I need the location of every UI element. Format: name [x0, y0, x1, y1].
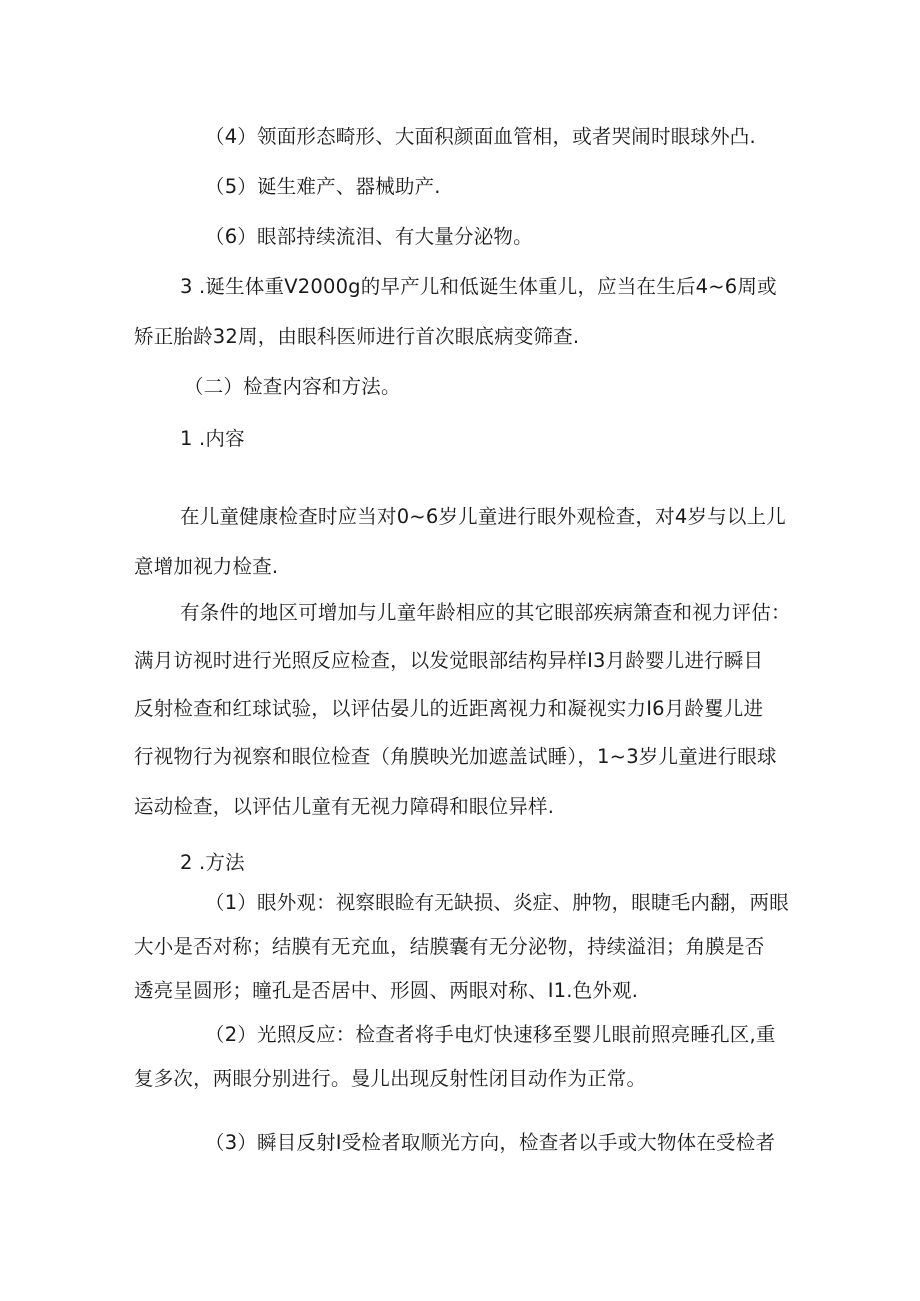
method-1-line-3: 透亮呈圆形；瞳孔是否居中、形圆、两眼对称、I1.色外观. — [134, 979, 639, 1002]
method-1-line-1: （1）眼外观：视察眼睑有无缺损、炎症、肿物，眼睫毛内翻，两眼 — [205, 891, 789, 914]
method-3-line-1: （3）瞬目反射I受检者取顺光方向，检查者以手或大物体在受检者 — [205, 1131, 776, 1154]
method-2-line-2: 复多次，两眼分别进行。曼儿出现反射性闭目动作为正常。 — [134, 1067, 647, 1090]
item-4-line: （4）领面形态畸形、大面积颜面血管相，或者哭闹时眼球外凸. — [205, 125, 756, 148]
section-3-line-2: 矫正胎龄32周，由眼科医师进行首次眼底病变筛查. — [134, 325, 580, 348]
method-1-line-2: 大小是否对称；结膜有无充血，结膜囊有无分泌物，持续溢泪；角膜是否 — [134, 935, 765, 958]
content-para-2-line-3: 反射检查和红球试验，以评估晏儿的近距离视力和凝视实力I6月龄矍儿进 — [134, 697, 764, 720]
heading-content: 1 .内容 — [180, 427, 245, 450]
content-para-2-line-5: 运动检查，以评估儿童有无视力障碍和眼位异样. — [134, 795, 555, 818]
content-para-1-line-1: 在儿童健康检查时应当对0~6岁儿童进行眼外观检查，对4岁与以上儿 — [180, 505, 786, 528]
content-para-1-line-2: 意增加视力检查. — [134, 555, 279, 578]
content-para-2-line-2: 满月访视时进行光照反应检查，以发觉眼部结构异样I3月龄婴儿进行瞬目 — [134, 649, 764, 672]
heading-method: 2 .方法 — [180, 851, 245, 874]
section-3-line-1: 3 .诞生体重V2000g的早产儿和低诞生体重儿，应当在生后4~6周或 — [180, 275, 777, 298]
item-5-line: （5）诞生难产、器械助产. — [205, 175, 441, 198]
content-para-2-line-4: 行视物行为视察和眼位检查（角膜映光加遮盖试睡），1~3岁儿童进行眼球 — [134, 745, 777, 768]
method-2-line-1: （2）光照反应：检查者将手电灯快速移至婴儿眼前照亮睡孔区,重 — [205, 1023, 776, 1046]
heading-check-content-method: （二）检查内容和方法。 — [184, 375, 401, 398]
item-6-line: （6）眼部持续流泪、有大量分泌物。 — [205, 225, 533, 248]
content-para-2-line-1: 有条件的地区可增加与儿童年龄相应的其它眼部疾病箫查和视力评估： — [180, 601, 791, 624]
